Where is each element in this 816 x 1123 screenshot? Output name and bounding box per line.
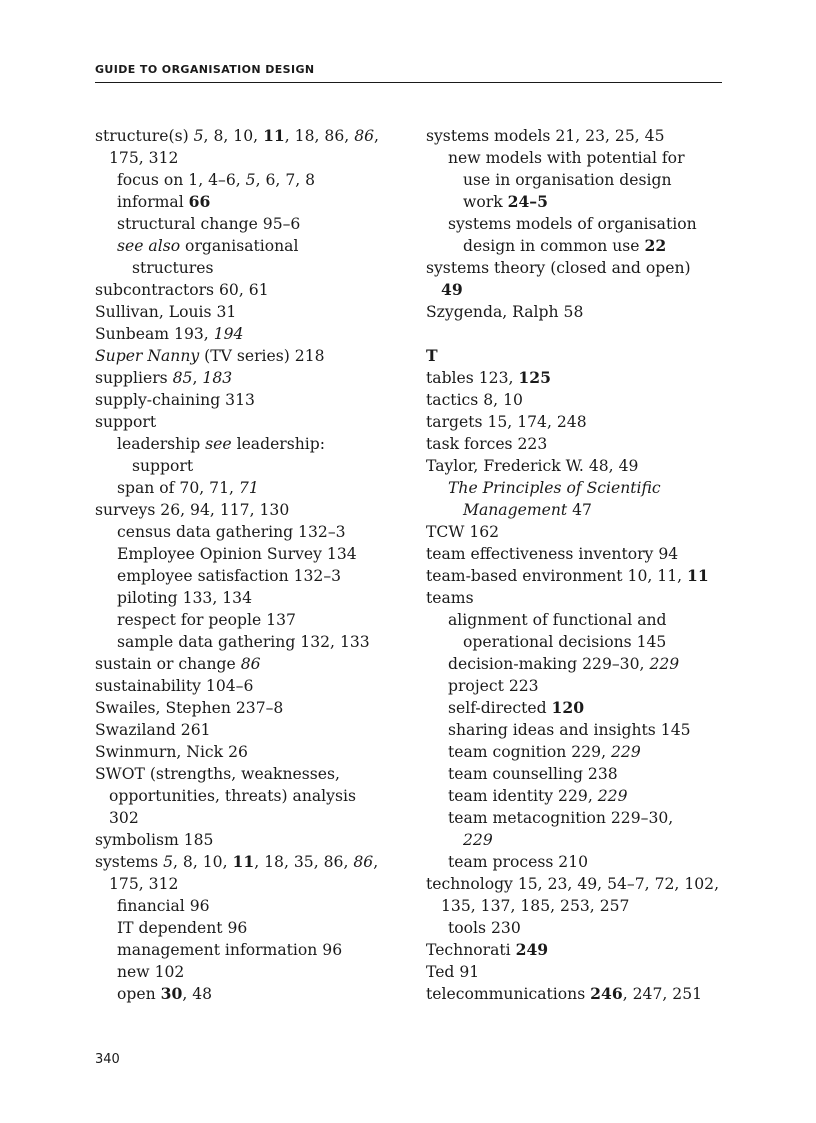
index-entry: Szygenda, Ralph 58 [426,303,584,321]
index-subentry: leadership see leadership: [117,435,326,453]
index-entry: sustainability 104–6 [95,677,254,695]
index-entry-continuation: 175, 312 [109,149,179,167]
index-subentry: team process 210 [448,853,589,871]
index-entry-continuation: 175, 312 [109,875,179,893]
index-entry: SWOT (strengths, weaknesses, [95,765,340,783]
index-entry: Swailes, Stephen 237–8 [95,699,284,717]
index-subentry-continuation: 229 [463,831,493,849]
index-entry: structure(s) 5, 8, 10, 11, 18, 86, 86, [95,126,380,145]
index-subentry: team counselling 238 [448,765,618,783]
index-subentry: respect for people 137 [117,611,296,629]
index-subentry: self-directed 120 [448,698,585,717]
index-entry: task forces 223 [426,435,548,453]
running-head: GUIDE TO ORGANISATION DESIGN [95,63,315,76]
header-rule [95,82,722,83]
index-entry: support [95,413,157,431]
index-subentry: project 223 [448,677,539,695]
index-subentry: team cognition 229, 229 [448,743,641,761]
index-subentry: employee satisfaction 132–3 [117,567,342,585]
index-entry: Super Nanny (TV series) 218 [95,347,325,365]
index-subentry: new models with potential for [448,149,685,167]
index-subentry: financial 96 [117,897,210,915]
index-subentry: sharing ideas and insights 145 [448,721,691,739]
index-entry: targets 15, 174, 248 [426,413,587,431]
index-subentry-continuation: operational decisions 145 [463,633,667,651]
index-entry: subcontractors 60, 61 [95,281,269,299]
index-subentry-continuation: design in common use 22 [463,236,667,255]
index-subentry-continuation: use in organisation design [463,171,672,189]
index-subentry: focus on 1, 4–6, 5, 6, 7, 8 [117,171,316,189]
index-subentry: piloting 133, 134 [117,589,253,607]
section-letter-t: T [426,346,438,365]
index-entry: Swaziland 261 [95,721,211,739]
index-subentry: new 102 [117,963,185,981]
index-entry: team-based environment 10, 11, 11 [426,566,709,585]
index-subentry: management information 96 [117,941,343,959]
index-entry: supply-chaining 313 [95,391,255,409]
index-entry: Swinmurn, Nick 26 [95,743,248,761]
index-subentry-continuation: structures [132,259,214,277]
index-subentry: team metacognition 229–30, [448,809,674,827]
index-entry: surveys 26, 94, 117, 130 [95,501,290,519]
index-subentry: decision-making 229–30, 229 [448,655,680,673]
index-subentry: sample data gathering 132, 133 [117,633,370,651]
index-subentry: IT dependent 96 [117,919,248,937]
index-entry-continuation: 49 [441,280,463,299]
index-subentry: systems models of organisation [448,215,697,233]
index-entry: Sunbeam 193, 194 [95,325,244,343]
index-column-left [95,125,400,1005]
index-subentry: structural change 95–6 [117,215,301,233]
index-entry: symbolism 185 [95,831,214,849]
index-entry: suppliers 85, 183 [95,369,233,387]
index-subentry-continuation: support [132,457,194,475]
index-entry: Taylor, Frederick W. 48, 49 [426,457,639,475]
index-subentry: team identity 229, 229 [448,787,628,805]
index-entry-continuation: 302 [109,809,139,827]
index-entry: TCW 162 [426,523,500,541]
index-subentry: span of 70, 71, 71 [117,479,259,497]
index-subentry: Employee Opinion Survey 134 [117,545,357,563]
index-entry: sustain or change 86 [95,655,261,673]
index-entry: Ted 91 [426,963,480,981]
index-entry: technology 15, 23, 49, 54–7, 72, 102, [426,875,720,893]
index-subentry-continuation: work 24–5 [463,192,548,211]
index-column-right [426,125,726,1005]
index-entry: tables 123, 125 [426,368,551,387]
index-entry: systems models 21, 23, 25, 45 [426,127,665,145]
index-subentry: open 30, 48 [117,984,213,1003]
index-entry: systems theory (closed and open) [426,259,691,277]
index-entry-continuation: opportunities, threats) analysis [109,787,356,805]
index-subentry: tools 230 [448,919,521,937]
index-subentry: census data gathering 132–3 [117,523,346,541]
index-subentry: The Principles of Scientific [448,479,661,497]
index-subentry: informal 66 [117,192,211,211]
index-entry: Sullivan, Louis 31 [95,303,237,321]
index-entry: team effectiveness inventory 94 [426,545,679,563]
page-number: 340 [95,1052,120,1067]
index-entry: telecommunications 246, 247, 251 [426,984,703,1003]
index-entry: teams [426,589,474,607]
index-entry-continuation: 135, 137, 185, 253, 257 [441,897,630,915]
index-subentry: see also organisational [117,237,299,255]
index-entry: systems 5, 8, 10, 11, 18, 35, 86, 86, [95,852,379,871]
index-subentry: alignment of functional and [448,611,667,629]
index-entry: Technorati 249 [426,940,549,959]
index-subentry-continuation: Management 47 [463,501,592,519]
index-entry: tactics 8, 10 [426,391,523,409]
